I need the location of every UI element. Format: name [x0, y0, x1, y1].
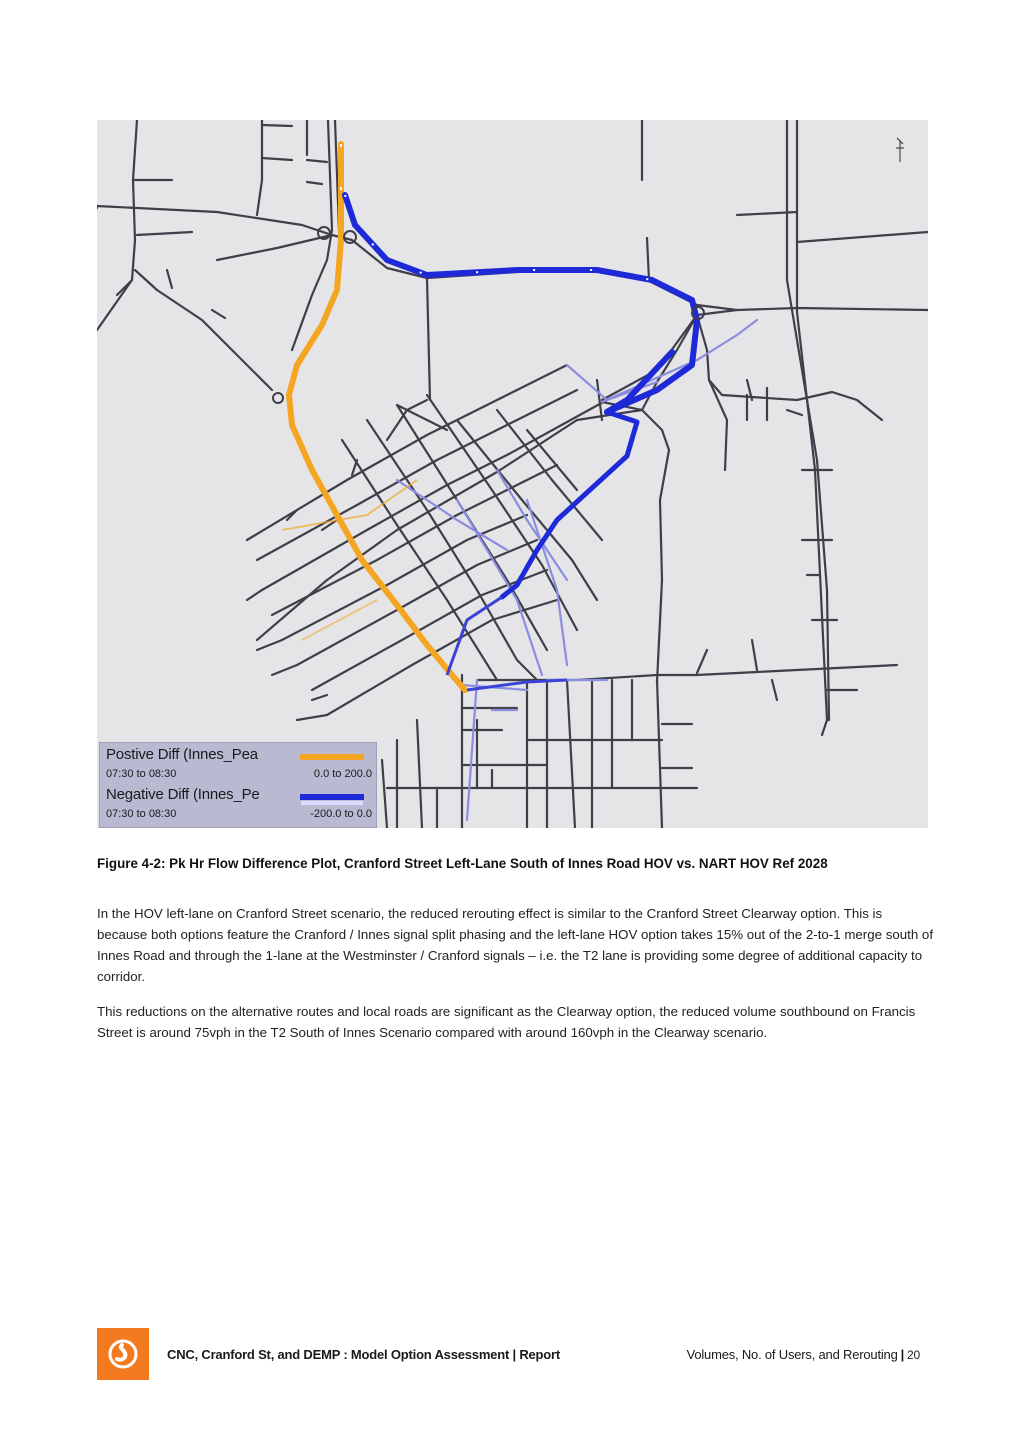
legend-negative-swatch: [300, 794, 364, 800]
legend-negative: [106, 786, 372, 826]
north-arrow-icon: [896, 138, 904, 162]
map-legend: [99, 742, 377, 828]
road-network: [97, 120, 928, 828]
company-logo-icon: [97, 1328, 149, 1380]
legend-positive-time: 07:30 to 08:30: [106, 768, 177, 780]
body-paragraph-2: This reductions on the alternative routes and local roads are significant as the Clearway option, the reduced volume southbound on Francis Street is around 75vph in the T2 South of Innes Scenario compared with around 160vph in the Clearway scenario.: [97, 1004, 916, 1041]
legend-positive-range: 0.0 to 200.0: [313, 768, 372, 780]
footer-section: [687, 1347, 920, 1362]
road-lines: [97, 120, 928, 828]
legend-positive: [106, 746, 372, 786]
flow-difference-map: [97, 120, 928, 828]
footer-report-title: CNC, Cranford St, and DEMP : Model Option Assessment | Report: [167, 1347, 561, 1362]
footer-divider: |: [900, 1347, 905, 1362]
legend-negative-name: Negative Diff (Innes_Pe: [106, 786, 260, 803]
footer-section-name: Volumes, No. of Users, and Rerouting: [686, 1347, 898, 1362]
negative-flow-branch: [607, 352, 672, 412]
legend-positive-name: Postive Diff (Innes_Pea: [106, 746, 258, 763]
positive-flow-route: [289, 144, 465, 690]
body-paragraph-1: In the HOV left-lane on Cranford Street scenario, the reduced rerouting effect is similar to the Cranford Street Clearway option. This is because both options feature the Cranford / Innes signal split phasing and the left-lane HOV option takes 15% out of the 2-to-1 merge south of Innes Road and through the 1-lane at the Westminster / Cranford signals – i.e. the T2 lane is providing some degree of additional capacity to corridor.: [97, 906, 934, 985]
page-number: 20: [907, 1348, 920, 1362]
legend-negative-range: -200.0 to 0.0: [310, 808, 372, 820]
legend-negative-time: 07:30 to 08:30: [106, 808, 177, 820]
figure-caption: Figure 4-2: Pk Hr Flow Difference Plot, Cranford Street Left-Lane South of Innes Road HOV vs. NART HOV Ref 2028: [97, 856, 828, 871]
legend-positive-swatch: [300, 754, 364, 760]
